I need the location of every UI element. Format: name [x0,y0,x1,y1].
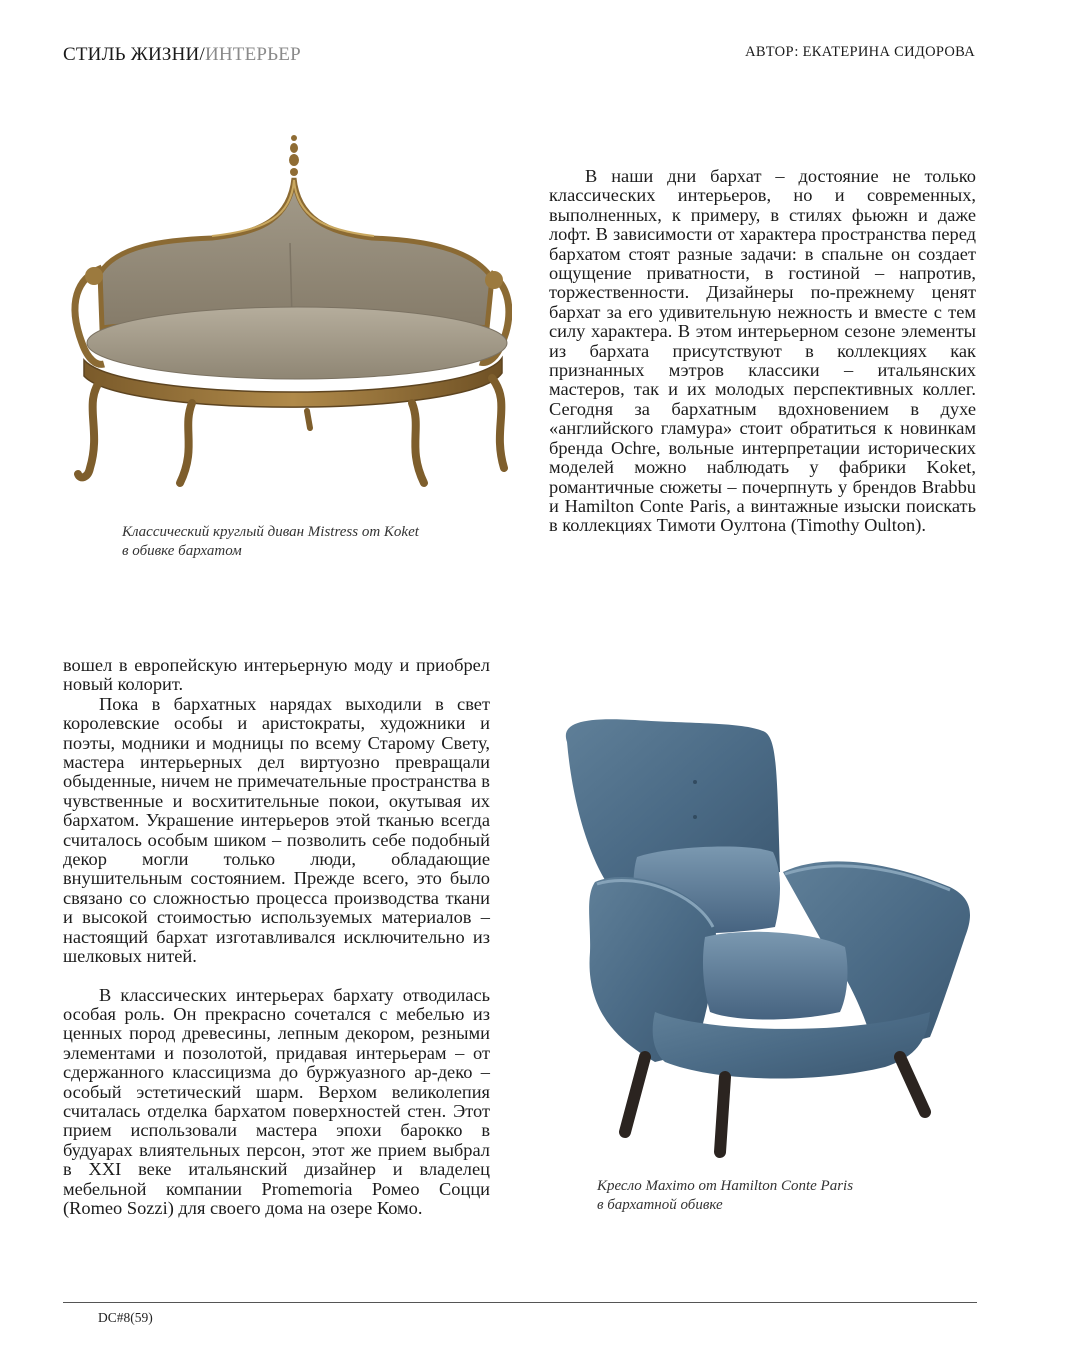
armchair-image [545,712,985,1162]
armchair-caption-line2: в бархатной обивке [597,1197,723,1213]
paragraph: В наши дни бархат – достояние не только классических интерьеров, но и современных, выполненных, к примеру, в стилях фьюжн и даже лофт. В зависимости от характера пространства перед бархатом стоят разные задачи: в спальне он создает ощущение приватности, в гостиной – напротив, торжественности. Дизайнеры по-прежнему ценят бархат за его удивительную нежность и вместе с тем силу характера. В этом интерьерном сезоне элементы из бархата присутствуют в коллекциях как признанных мэтров классики – итальянских мастеров, так и их молодых перспективных коллег. Сегодня за бархатным вдохновением в духе «английского гламура» стоит обратиться к новинкам бренда Ochre, вольные интерпретации исторических моделей можно наблюдать у фабрики Koket, романтичные сюжеты – почерпнуть у брендов Brabbu и Hamilton Conte Paris, а винтажные изыски поискать в коллекциях Тимоти Оултона (Timothy Oulton). [549,166,976,536]
armchair-caption [597,1177,853,1215]
footer-rule [63,1302,977,1303]
sofa-caption-line1: Классический круглый диван Mistress от Koket [122,524,419,540]
left-column-text [63,656,490,1218]
finial [289,135,299,176]
author-byline: АВТОР: ЕКАТЕРИНА СИДОРОВА [745,44,975,60]
sofa-caption [122,523,419,561]
paragraph: В классических интерьерах бархату отводилась особая роль. Он прекрасно сочетался с мебелью из ценных пород древесины, лепным декором, резными элементами и позолотой, придавая интерьерам – от сдержанного классицизма до буржуазного ар-деко – особый эстетический шарм. Верхом великолепия считалась отделка бархатом поверхностей стен. Этот прием использовали мастера эпохи барокко в будуарах влиятельных персон, этот же прием выбрал в XXI веке итальянский дизайнер и владелец мебельной компании Promemoria Ромео Соцци (Romeo Sozzi) для своего дома на озере Комо. [63,984,490,1218]
sofa-caption-line2: в обивке бархатом [122,543,242,559]
right-column-text [549,167,976,536]
page-folio: DC#8(59) [98,1310,153,1325]
section-label: СТИЛЬ ЖИЗНИ/ [63,44,205,65]
section-title [63,44,301,66]
paragraph: Пока в бархатных нарядах выходили в свет королевские особы и аристократы, художники и поэты, модники и модницы по всему Старому Свету, мастера интерьерных дел виртуозно превращали обыденные, ничем не примечательные пространства в чувственные и восхитительные покои, окутывая их бархатом. Украшение интерьеров этой тканью всегда считалось особым шиком – позволить себе подобный декор могли только люди, обладающие внушительным состоянием. Прежде всего, это было связано со сложностью процесса производства ткани и высокой стоимостью используемых материалов – настоящий бархат изготавливался исключительно из шелковых нитей. [63,693,490,967]
armchair-caption-line1: Кресло Maximo от Hamilton Conte Paris [597,1178,854,1194]
subsection-label: ИНТЕРЬЕР [204,44,301,65]
paragraph: вошел в европейскую интерьерную моду и приобрел новый колорит. [63,655,490,695]
sofa-image [62,128,512,498]
